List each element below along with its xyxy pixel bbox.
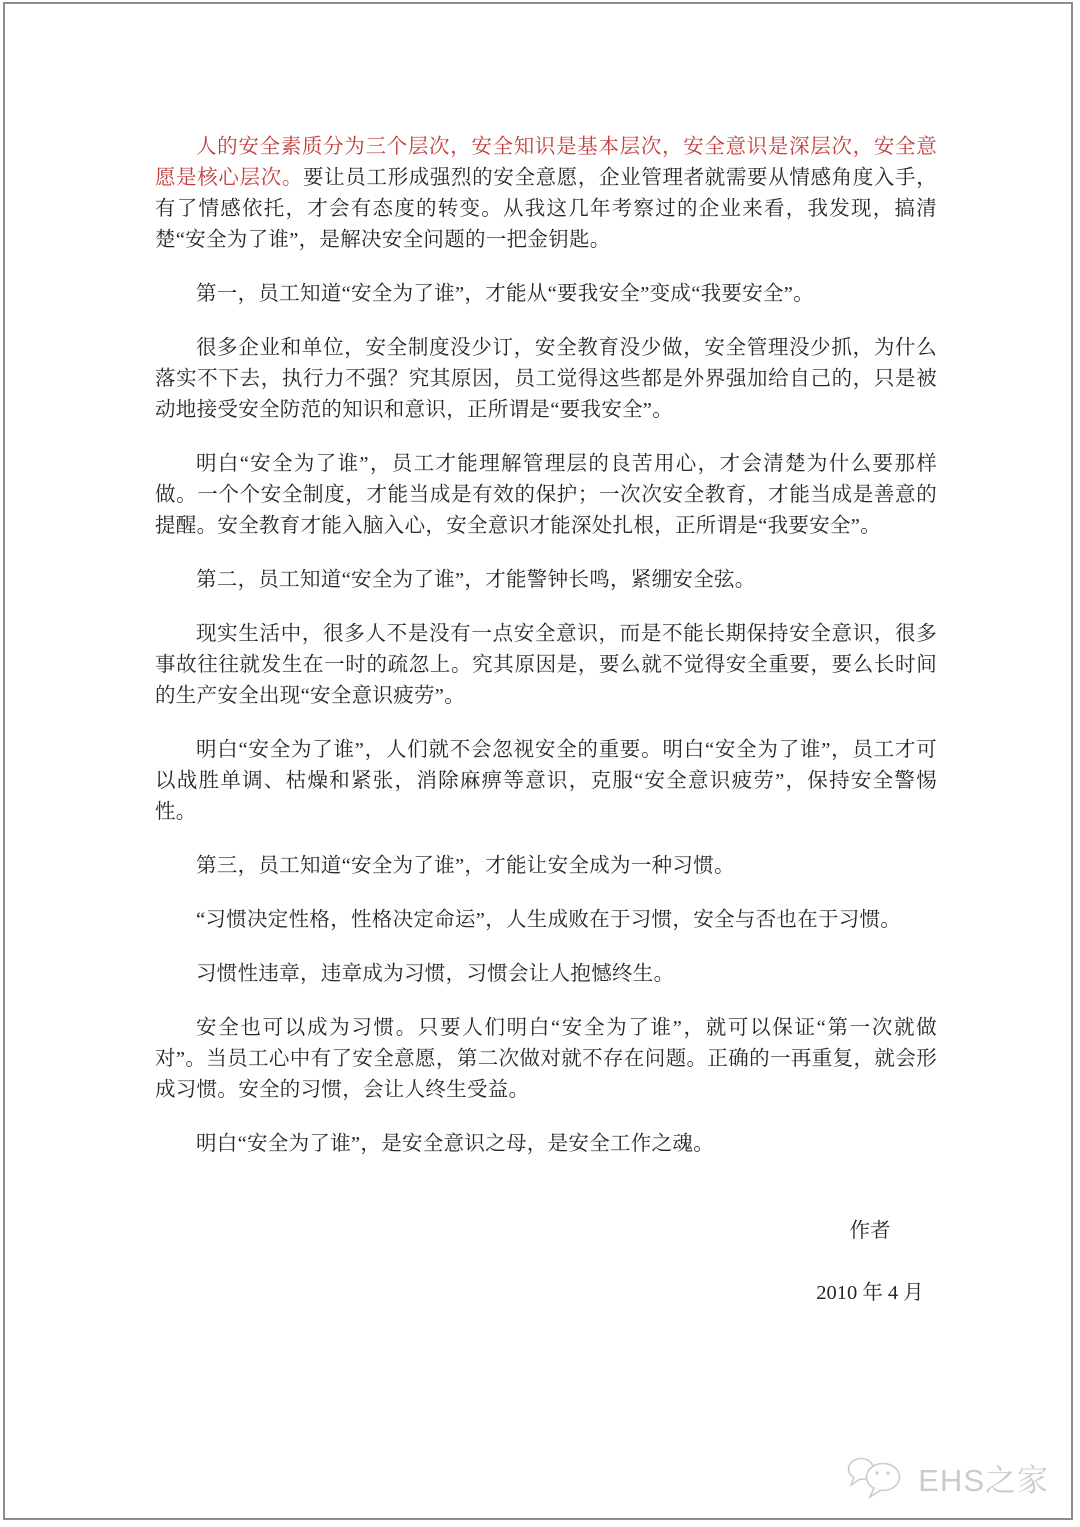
paragraph-text: 明白“安全为了谁”，是安全意识之母，是安全工作之魂。 xyxy=(196,1133,714,1155)
article-body xyxy=(155,132,937,1183)
paragraph-text: 很多企业和单位，安全制度没少订，安全教育没少做，安全管理没少抓，为什么落实不下去，执行力不强？究其原因，员工觉得这些都是外界强加给自己的，只是被动地接受安全防范的知识和意识，正所谓是“要我安全”。 xyxy=(155,337,937,421)
paragraph-text: “习惯决定性格，性格决定命运”，人生成败在于习惯，安全与否也在于习惯。 xyxy=(196,909,902,931)
wechat-icon xyxy=(846,1454,910,1500)
highlight-text: 人的安全素质分为三个层次，安全知识是基本层次，安全意识是深层次，安全意愿是核心层次。 xyxy=(155,136,937,189)
article-paragraph xyxy=(155,565,937,596)
paragraph-text: 要让员工形成强烈的安全意愿，企业管理者就需要从情感角度入手，有了情感依托，才会有态度的转变。从我这几年考察过的企业来看，我发现，搞清楚“安全为了谁”，是解决安全问题的一把金钥匙。 xyxy=(155,167,937,251)
watermark xyxy=(846,1454,1049,1500)
article-paragraph xyxy=(155,619,937,712)
paragraph-text: 习惯性违章，违章成为习惯，习惯会让人抱憾终生。 xyxy=(196,963,675,985)
article-paragraph xyxy=(155,851,937,882)
article-paragraph xyxy=(155,279,937,310)
article-paragraph xyxy=(155,1013,937,1106)
article-paragraph xyxy=(155,333,937,426)
watermark-label: EHS之家 xyxy=(918,1462,1049,1498)
article-paragraph xyxy=(155,959,937,990)
date: 2010 年 4 月 xyxy=(816,1282,924,1304)
byline xyxy=(753,1216,987,1308)
paragraph-text: 明白“安全为了谁”，人们就不会忽视安全的重要。明白“安全为了谁”，员工才可以战胜单调、枯燥和紧张，消除麻痹等意识，克服“安全意识疲劳”，保持安全警惕性。 xyxy=(155,739,937,823)
signature: 作者 xyxy=(849,1220,891,1242)
paragraph-text: 第二，员工知道“安全为了谁”，才能警钟长鸣，紧绷安全弦。 xyxy=(196,569,756,591)
paragraph-text: 明白“安全为了谁”，员工才能理解管理层的良苦用心，才会清楚为什么要那样做。一个个安全制度，才能当成是有效的保护；一次次安全教育，才能当成是善意的提醒。安全教育才能入脑入心，安全意识才能深处扎根，正所谓是“我要安全”。 xyxy=(155,453,937,537)
article-paragraph xyxy=(155,1129,937,1160)
paragraph-text: 第一，员工知道“安全为了谁”，才能从“要我安全”变成“我要安全”。 xyxy=(196,283,814,305)
article-paragraph xyxy=(155,905,937,936)
article-paragraph xyxy=(155,735,937,828)
document-page xyxy=(3,2,1073,1520)
article-paragraph xyxy=(155,449,937,542)
paragraph-text: 现实生活中，很多人不是没有一点安全意识，而是不能长期保持安全意识，很多事故往往就发生在一时的疏忽上。究其原因是，要么就不觉得安全重要，要么长时间的生产安全出现“安全意识疲劳”。 xyxy=(155,623,937,707)
paragraph-text: 第三，员工知道“安全为了谁”，才能让安全成为一种习惯。 xyxy=(196,855,735,877)
paragraph-text: 安全也可以成为习惯。只要人们明白“安全为了谁”，就可以保证“第一次就做对”。当员工心中有了安全意愿，第二次做对就不存在问题。正确的一再重复，就会形成习惯。安全的习惯，会让人终生受益。 xyxy=(155,1017,937,1101)
article-paragraph xyxy=(155,132,937,256)
